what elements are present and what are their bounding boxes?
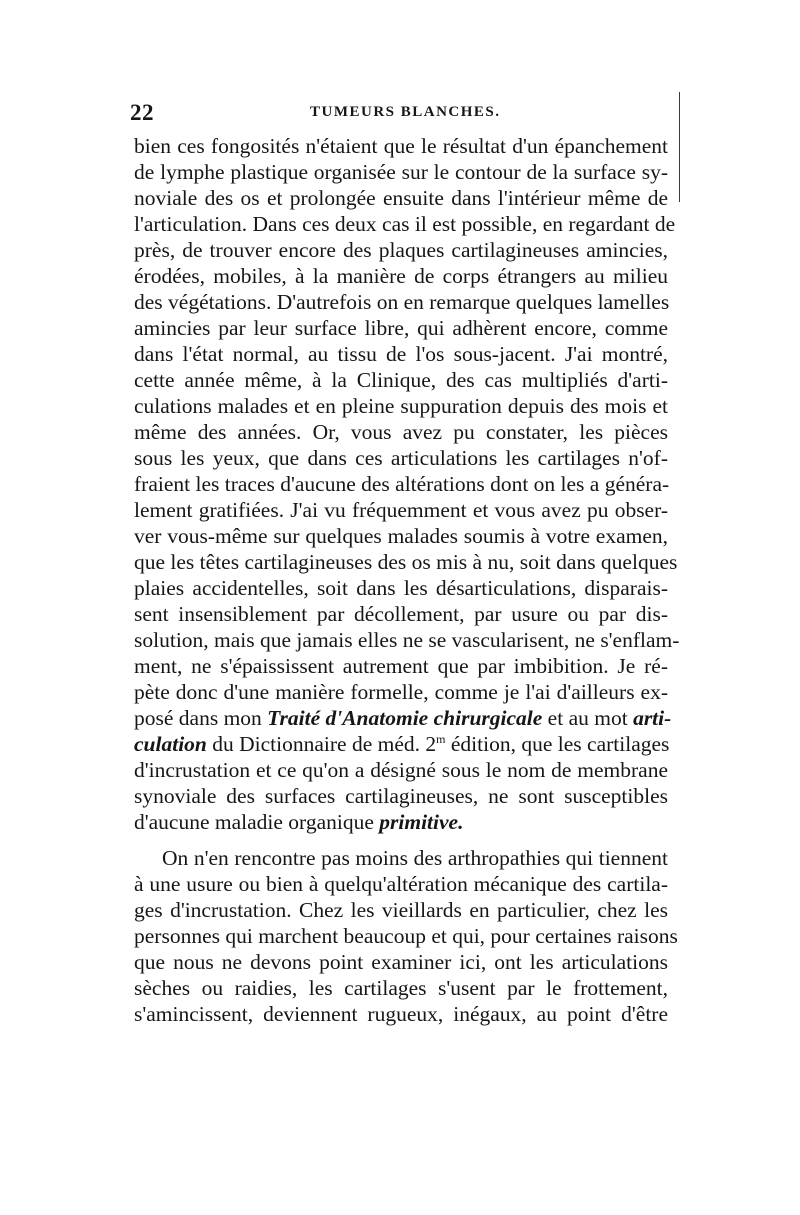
text-line-34: s'amincissent, deviennent rugueux, inégaux, au point d'être	[134, 1002, 668, 1026]
margin-rule	[679, 92, 680, 202]
text-line-17: que les têtes cartilagineuses des os mis à nu, soit dans quelques	[134, 550, 678, 574]
text-line-16: ver vous-même sur quelques malades soumis à votre examen,	[134, 524, 668, 548]
text-line-10: cette année même, à la Clinique, des cas multipliés d'arti-	[134, 368, 668, 392]
text-line-5: près, de trouver encore des plaques cartilagineuses amincies,	[134, 238, 668, 262]
line-24-text-b: édition, que les cartilages	[445, 732, 670, 756]
line-27-text: d'aucune maladie organique	[134, 810, 380, 834]
text-line-19: sent insensiblement par décollement, par usure ou par dis-	[134, 602, 668, 626]
text-line-21: ment, ne s'épaississent autrement que par imbibition. Je ré-	[134, 654, 668, 678]
book-title-italic: Traité d'Anatomie chirurgicale	[267, 706, 543, 730]
text-line-13: sous les yeux, que dans ces articulations les cartilages n'of-	[134, 446, 668, 470]
text-line-12: même des années. Or, vous avez pu constater, les pièces	[134, 420, 668, 444]
text-line-11: culations malades et en pleine suppuration depuis des mois et	[134, 394, 668, 418]
text-line-22: pète donc d'une manière formelle, comme je l'ai d'ailleurs ex-	[134, 680, 668, 704]
text-line-9: dans l'état normal, au tissu de l'os sous-jacent. J'ai montré,	[134, 342, 668, 366]
text-line-32: que nous ne devons point examiner ici, ont les articulations	[134, 950, 668, 974]
primitive-italic: primitive.	[379, 810, 464, 834]
edition-superscript: m	[436, 731, 446, 746]
text-line-25: d'incrustation et ce qu'on a désigné sous le nom de membrane	[134, 758, 668, 782]
text-line-7: des végétations. D'autrefois on en remarque quelques lamelles	[134, 290, 670, 314]
text-line-6: érodées, mobiles, à la manière de corps étrangers au milieu	[134, 264, 668, 288]
text-line-8: amincies par leur surface libre, qui adhèrent encore, comme	[134, 316, 668, 340]
entry-italic-start: arti-	[633, 706, 672, 730]
text-line-4: l'articulation. Dans ces deux cas il est possible, en regardant de	[134, 212, 676, 236]
text-line-3: noviale des os et prolongée ensuite dans l'intérieur même de	[134, 186, 668, 210]
text-line-30: ges d'incrustation. Chez les vieillards en particulier, chez les	[134, 898, 668, 922]
entry-italic-end: culation	[134, 732, 207, 756]
text-line-28: On n'en rencontre pas moins des arthropathies qui tiennent	[162, 846, 668, 870]
text-line-31: personnes qui marchent beaucoup et qui, pour certaines raisons	[134, 924, 678, 948]
text-line-27	[134, 807, 668, 837]
line-23-text-a: posé dans mon	[134, 706, 268, 730]
text-line-29: à une usure ou bien à quelqu'altération mécanique des cartila-	[134, 872, 668, 896]
line-23-text-b: et au mot	[542, 706, 634, 730]
text-line-33: sèches ou raidies, les cartilages s'usent par le frottement,	[134, 976, 668, 1000]
text-line-18: plaies accidentelles, soit dans les désarticulations, disparais-	[134, 576, 668, 600]
text-line-1: bien ces fongosités n'étaient que le résultat d'un épanchement	[134, 134, 668, 158]
running-head: TUMEURS BLANCHES.	[310, 104, 501, 120]
text-line-20: solution, mais que jamais elles ne se vascularisent, ne s'enflam-	[134, 628, 680, 652]
text-line-2: de lymphe plastique organisée sur le contour de la surface sy-	[134, 160, 668, 184]
text-line-14: fraient les traces d'aucune des altérations dont on les a généra-	[134, 472, 670, 496]
text-line-26: synoviale des surfaces cartilagineuses, ne sont susceptibles	[134, 784, 668, 808]
text-line-15: lement gratifiées. J'ai vu fréquemment et vous avez pu obser-	[134, 498, 668, 522]
line-24-text-a: du Dictionnaire de méd. 2	[206, 732, 437, 756]
page-number: 22	[130, 100, 154, 125]
